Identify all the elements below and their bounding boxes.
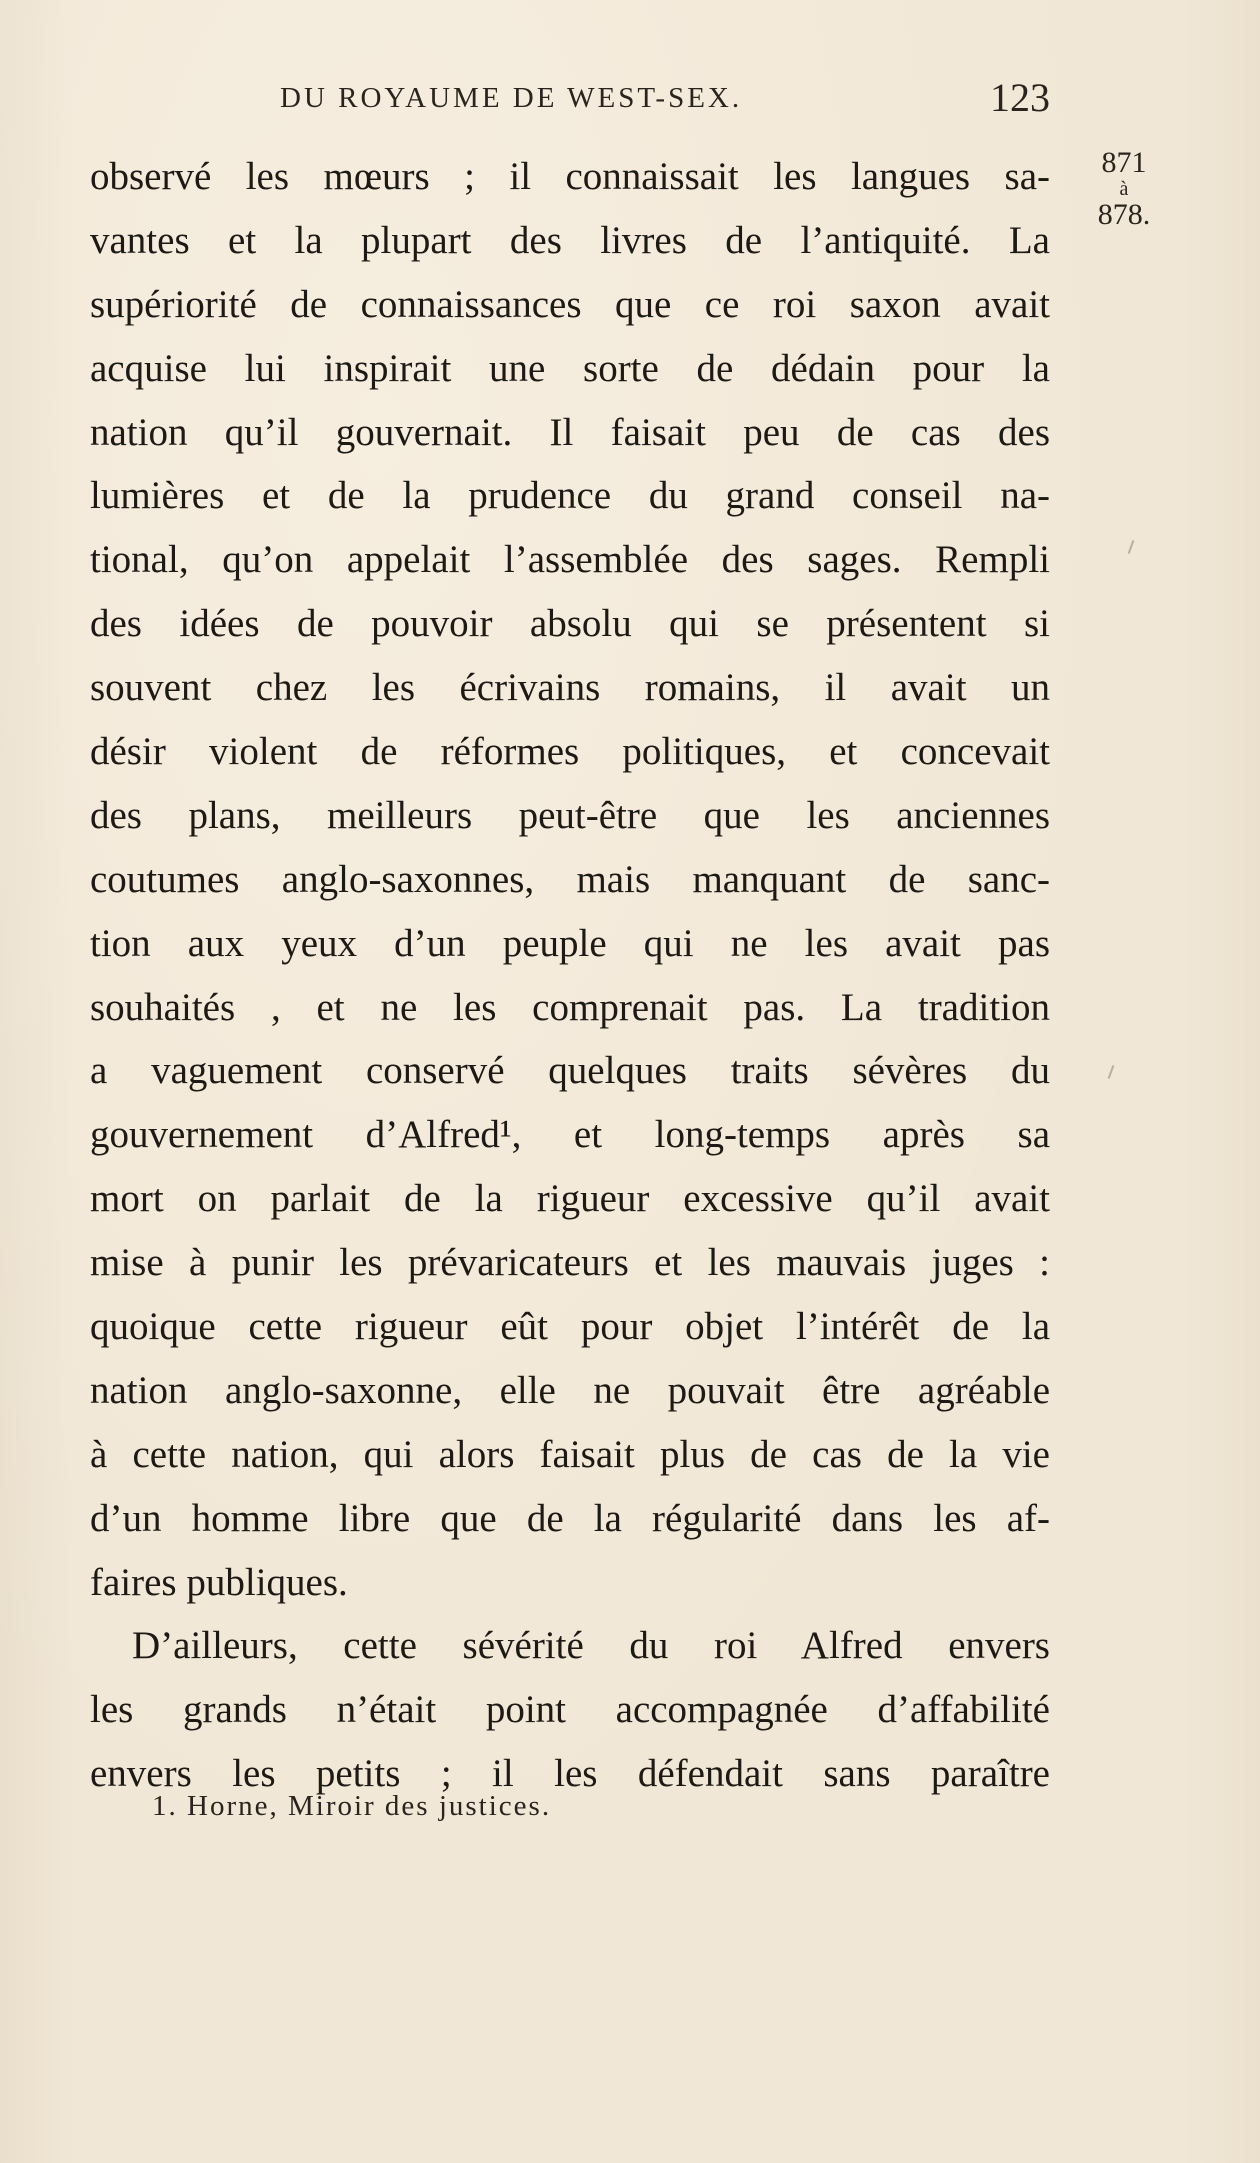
text-line: souhaités , et ne les comprenait pas. La tradition bbox=[90, 985, 1050, 1029]
paper-speck bbox=[1128, 540, 1135, 554]
text-line: des idées de pouvoir absolu qui se présentent si bbox=[90, 602, 1050, 646]
text-line: acquise lui inspirait une sorte de dédain pour la bbox=[90, 346, 1050, 390]
text-line: quoique cette rigueur eût pour objet l’intérêt de la bbox=[90, 1305, 1050, 1349]
text-line: vantes et la plupart des livres de l’antiquité. La bbox=[90, 218, 1050, 262]
text-line: tional, qu’on appelait l’assemblée des sages. Rempli bbox=[90, 538, 1050, 582]
body-text bbox=[90, 150, 1050, 1811]
running-head: DU ROYAUME DE WEST-SEX. bbox=[280, 82, 743, 114]
text-line: a vaguement conservé quelques traits sévères du bbox=[90, 1049, 1050, 1093]
page-header bbox=[90, 74, 1050, 124]
text-line: d’un homme libre que de la régularité dans les af- bbox=[90, 1496, 1050, 1540]
text-line: mort on parlait de la rigueur excessive qu’il avait bbox=[90, 1177, 1050, 1221]
margin-date-from: 871 bbox=[1101, 146, 1147, 179]
text-line-paragraph-start: D’ailleurs, cette sévérité du roi Alfred envers bbox=[132, 1624, 1050, 1668]
text-line: mise à punir les prévaricateurs et les mauvais juges : bbox=[90, 1241, 1050, 1285]
text-line: supériorité de connaissances que ce roi saxon avait bbox=[90, 282, 1050, 326]
text-line: gouvernement d’Alfred¹, et long-temps après sa bbox=[90, 1113, 1050, 1157]
text-line: les grands n’était point accompagnée d’affabilité bbox=[90, 1688, 1050, 1732]
text-line: souvent chez les écrivains romains, il avait un bbox=[90, 666, 1050, 710]
page-number: 123 bbox=[990, 75, 1050, 120]
text-line: des plans, meilleurs peut-être que les anciennes bbox=[90, 793, 1050, 837]
margin-date-connector: à bbox=[1119, 178, 1129, 200]
text-line: nation qu’il gouvernait. Il faisait peu de cas des bbox=[90, 410, 1050, 454]
text-line: coutumes anglo-saxonnes, mais manquant de sanc- bbox=[90, 857, 1050, 901]
text-line: à cette nation, qui alors faisait plus de cas de la vie bbox=[90, 1432, 1050, 1476]
paper-speck bbox=[1108, 1065, 1115, 1079]
text-line: tion aux yeux d’un peuple qui ne les avait pas bbox=[90, 921, 1050, 965]
footnote: 1. Horne, Miroir des justices. bbox=[152, 1790, 552, 1822]
text-line: envers les petits ; il les défendait sans paraître bbox=[90, 1752, 1050, 1796]
text-line-paragraph-end: faires publiques. bbox=[90, 1560, 348, 1604]
text-line: lumières et de la prudence du grand conseil na- bbox=[90, 474, 1050, 518]
margin-date-note bbox=[1084, 148, 1164, 230]
text-line: nation anglo-saxonne, elle ne pouvait être agréable bbox=[90, 1368, 1050, 1412]
text-line: désir violent de réformes politiques, et concevait bbox=[90, 730, 1050, 774]
margin-date-to: 878. bbox=[1097, 198, 1151, 231]
text-line: observé les mœurs ; il connaissait les langues sa- bbox=[90, 155, 1050, 198]
